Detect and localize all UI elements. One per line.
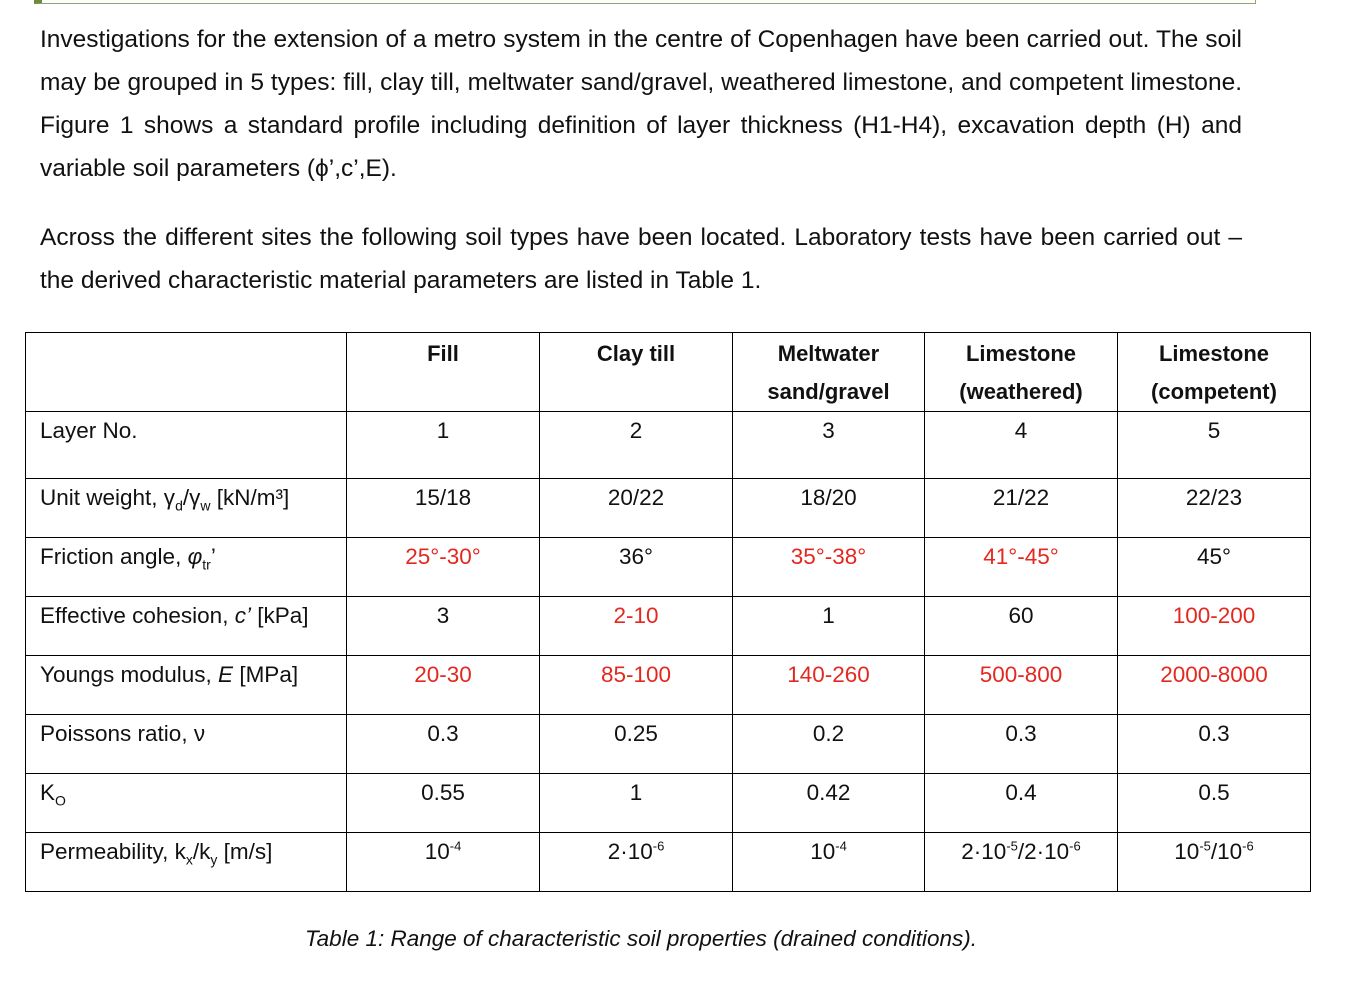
cell: 0.2	[733, 715, 925, 774]
table-header-row	[26, 333, 1311, 412]
cell: 20/22	[540, 479, 733, 538]
cell: 0.5	[1118, 774, 1311, 833]
cell: $10^{-4}$	[733, 833, 925, 892]
row-youngs-modulus	[26, 656, 1311, 715]
cell: 41°-45°	[925, 538, 1118, 597]
cell: 0.3	[347, 715, 540, 774]
cell: 36°	[540, 538, 733, 597]
header-limestone-competent: Limestone (competent)	[1118, 333, 1311, 412]
header-corner-cell	[26, 333, 347, 412]
cell: 60	[925, 597, 1118, 656]
cell: $10^{-5}/10^{-6}$	[1118, 833, 1311, 892]
cell: 2000-8000	[1118, 656, 1311, 715]
row-label: $K_O$	[26, 774, 347, 833]
cell: 18/20	[733, 479, 925, 538]
cell: 35°-38°	[733, 538, 925, 597]
cell: $2\cdot 10^{-6}$	[540, 833, 733, 892]
row-label: Friction angle, $\varphi_{tr}$’	[26, 538, 347, 597]
row-layer-no	[26, 412, 1311, 479]
cell: 25°-30°	[347, 538, 540, 597]
header-meltwater: Meltwater sand/gravel	[733, 333, 925, 412]
cell: 1	[347, 412, 540, 479]
cell: 3	[733, 412, 925, 479]
row-permeability	[26, 833, 1311, 892]
table-caption: Table 1: Range of characteristic soil properties (drained conditions).	[304, 926, 978, 951]
row-friction-angle	[26, 538, 1311, 597]
row-unit-weight	[26, 479, 1311, 538]
cell: 20-30	[347, 656, 540, 715]
cell: 1	[733, 597, 925, 656]
header-limestone-weathered: Limestone (weathered)	[925, 333, 1118, 412]
tests-paragraph: Across the different sites the following soil types have been located. Laboratory tests have been carried out – the derived characteristic material parameters are listed in Table 1.	[40, 224, 1242, 294]
row-label: Unit weight, $\gamma_d/\gamma_w$ [kN/m³]	[26, 479, 347, 538]
cell: 45°	[1118, 538, 1311, 597]
row-cohesion	[26, 597, 1311, 656]
row-label: Permeability, $k_x/k_y$ [m/s]	[26, 833, 347, 892]
row-k0	[26, 774, 1311, 833]
intro-paragraph: Investigations for the extension of a metro system in the centre of Copenhagen have been carried out. The soil may be grouped in 5 types: fill, clay till, meltwater sand/gravel, weathered limestone, and competent limestone. Figure 1 shows a standard profile including definition of layer thickness (H1-H4), excavation depth (H) and variable soil parameters (ϕ’,c’,E).	[40, 26, 1242, 182]
cell: 0.42	[733, 774, 925, 833]
row-label: Poissons ratio, ν	[26, 715, 347, 774]
cell: 2	[540, 412, 733, 479]
cell: 0.55	[347, 774, 540, 833]
cell: 0.3	[1118, 715, 1311, 774]
cell: 3	[347, 597, 540, 656]
cell: 2-10	[540, 597, 733, 656]
cell: 0.25	[540, 715, 733, 774]
cell: 100-200	[1118, 597, 1311, 656]
cell: 22/23	[1118, 479, 1311, 538]
row-label: Layer No.	[26, 412, 347, 479]
cell: 85-100	[540, 656, 733, 715]
cell: 15/18	[347, 479, 540, 538]
header-clay-till: Clay till	[540, 333, 733, 412]
cell: 4	[925, 412, 1118, 479]
cell: 0.4	[925, 774, 1118, 833]
header-border	[34, 0, 1256, 4]
cell: $2\cdot 10^{-5}/2\cdot 10^{-6}$	[925, 833, 1118, 892]
cell: $10^{-4}$	[347, 833, 540, 892]
cell: 5	[1118, 412, 1311, 479]
cell: 0.3	[925, 715, 1118, 774]
cell: 140-260	[733, 656, 925, 715]
cell: 21/22	[925, 479, 1118, 538]
header-fill: Fill	[347, 333, 540, 412]
soil-properties-table	[25, 332, 1311, 892]
row-label: Youngs modulus, E [MPa]	[26, 656, 347, 715]
cell: 1	[540, 774, 733, 833]
row-label: Effective cohesion, c’ [kPa]	[26, 597, 347, 656]
cell: 500-800	[925, 656, 1118, 715]
row-poissons-ratio	[26, 715, 1311, 774]
